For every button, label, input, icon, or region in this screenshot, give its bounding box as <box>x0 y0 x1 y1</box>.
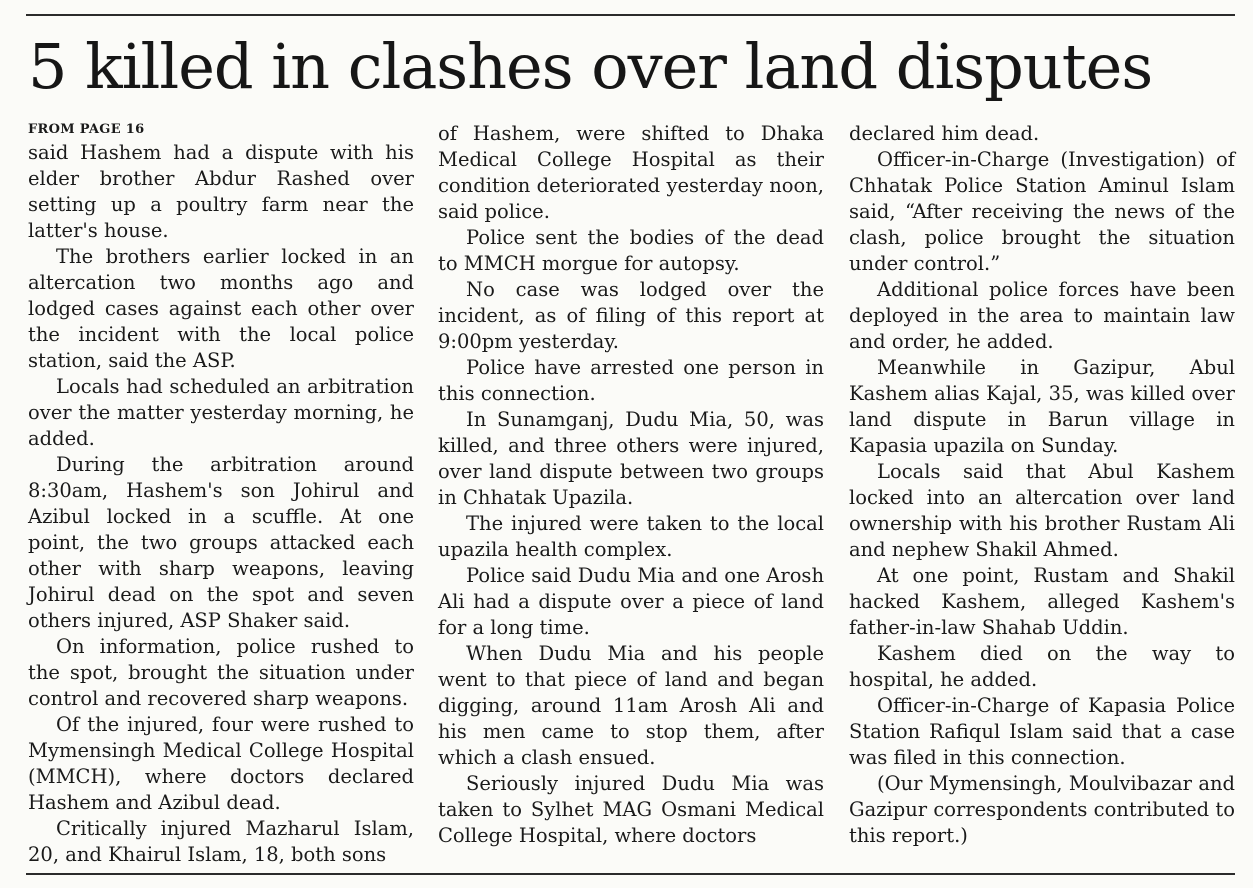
paragraph: Police said Dudu Mia and one Arosh Ali had a dispute over a piece of land for a long time. <box>438 564 824 639</box>
paragraph: When Dudu Mia and his people went to that piece of land and began digging, around 11am Arosh Ali and his men came to stop them, after which a clash ensued. <box>438 642 824 769</box>
paragraph: Locals said that Abul Kashem locked into an altercation over land ownership with his brother Rustam Ali and nephew Shakil Ahmed. <box>849 460 1235 561</box>
paragraph: Police sent the bodies of the dead to MMCH morgue for autopsy. <box>438 226 824 275</box>
from-page-kicker: FROM PAGE 16 <box>28 122 145 137</box>
paragraph: The injured were taken to the local upazila health complex. <box>438 512 824 561</box>
paragraph: Locals had scheduled an arbitration over the matter yesterday morning, he added. <box>28 375 414 450</box>
paragraph: Additional police forces have been deployed in the area to maintain law and order, he added. <box>849 278 1235 353</box>
paragraph: At one point, Rustam and Shakil hacked Kashem, alleged Kashem's father-in-law Shahab Uddin. <box>849 564 1235 639</box>
paragraph: On information, police rushed to the spot, brought the situation under control and recovered sharp weapons. <box>28 635 414 710</box>
paragraph: (Our Mymensingh, Moulvibazar and Gazipur correspondents contributed to this report.) <box>849 772 1235 847</box>
paragraph: Seriously injured Dudu Mia was taken to Sylhet MAG Osmani Medical College Hospital, where doctors <box>438 772 824 847</box>
paragraph: During the arbitration around 8:30am, Hashem's son Johirul and Azibul locked in a scuffle. At one point, the two groups attacked each other with sharp weapons, leaving Johirul dead on the spot and seven others injured, ASP Shaker said. <box>28 453 414 632</box>
paragraph: declared him dead. <box>849 122 1040 145</box>
article-column-3 <box>849 121 1235 849</box>
paragraph: Police have arrested one person in this connection. <box>438 356 824 405</box>
paragraph: of Hashem, were shifted to Dhaka Medical College Hospital as their condition deteriorated yesterday noon, said police. <box>438 122 824 223</box>
bottom-rule <box>26 873 1235 875</box>
headline: 5 killed in clashes over land disputes <box>28 30 1153 103</box>
paragraph: said Hashem had a dispute with his elder brother Abdur Rashed over setting up a poultry farm near the latter's house. <box>28 141 414 242</box>
paragraph: The brothers earlier locked in an altercation two months ago and lodged cases against each other over the incident with the local police station, said the ASP. <box>28 245 414 372</box>
top-rule <box>26 14 1235 16</box>
paragraph: In Sunamganj, Dudu Mia, 50, was killed, and three others were injured, over land dispute between two groups in Chhatak Upazila. <box>438 408 824 509</box>
paragraph: Officer-in-Charge (Investigation) of Chhatak Police Station Aminul Islam said, “After receiving the news of the clash, police brought the situation under control.” <box>849 148 1235 275</box>
paragraph: Officer-in-Charge of Kapasia Police Station Rafiqul Islam said that a case was filed in this connection. <box>849 694 1235 769</box>
article-column-1 <box>28 121 414 868</box>
paragraph: No case was lodged over the incident, as of filing of this report at 9:00pm yesterday. <box>438 278 824 353</box>
paragraph: Critically injured Mazharul Islam, 20, and Khairul Islam, 18, both sons <box>28 817 414 866</box>
paragraph: Meanwhile in Gazipur, Abul Kashem alias Kajal, 35, was killed over land dispute in Barun village in Kapasia upazila on Sunday. <box>849 356 1235 457</box>
article-column-2 <box>438 121 824 849</box>
paragraph: Kashem died on the way to hospital, he added. <box>849 642 1235 691</box>
paragraph: Of the injured, four were rushed to Mymensingh Medical College Hospital (MMCH), where doctors declared Hashem and Azibul dead. <box>28 713 414 814</box>
